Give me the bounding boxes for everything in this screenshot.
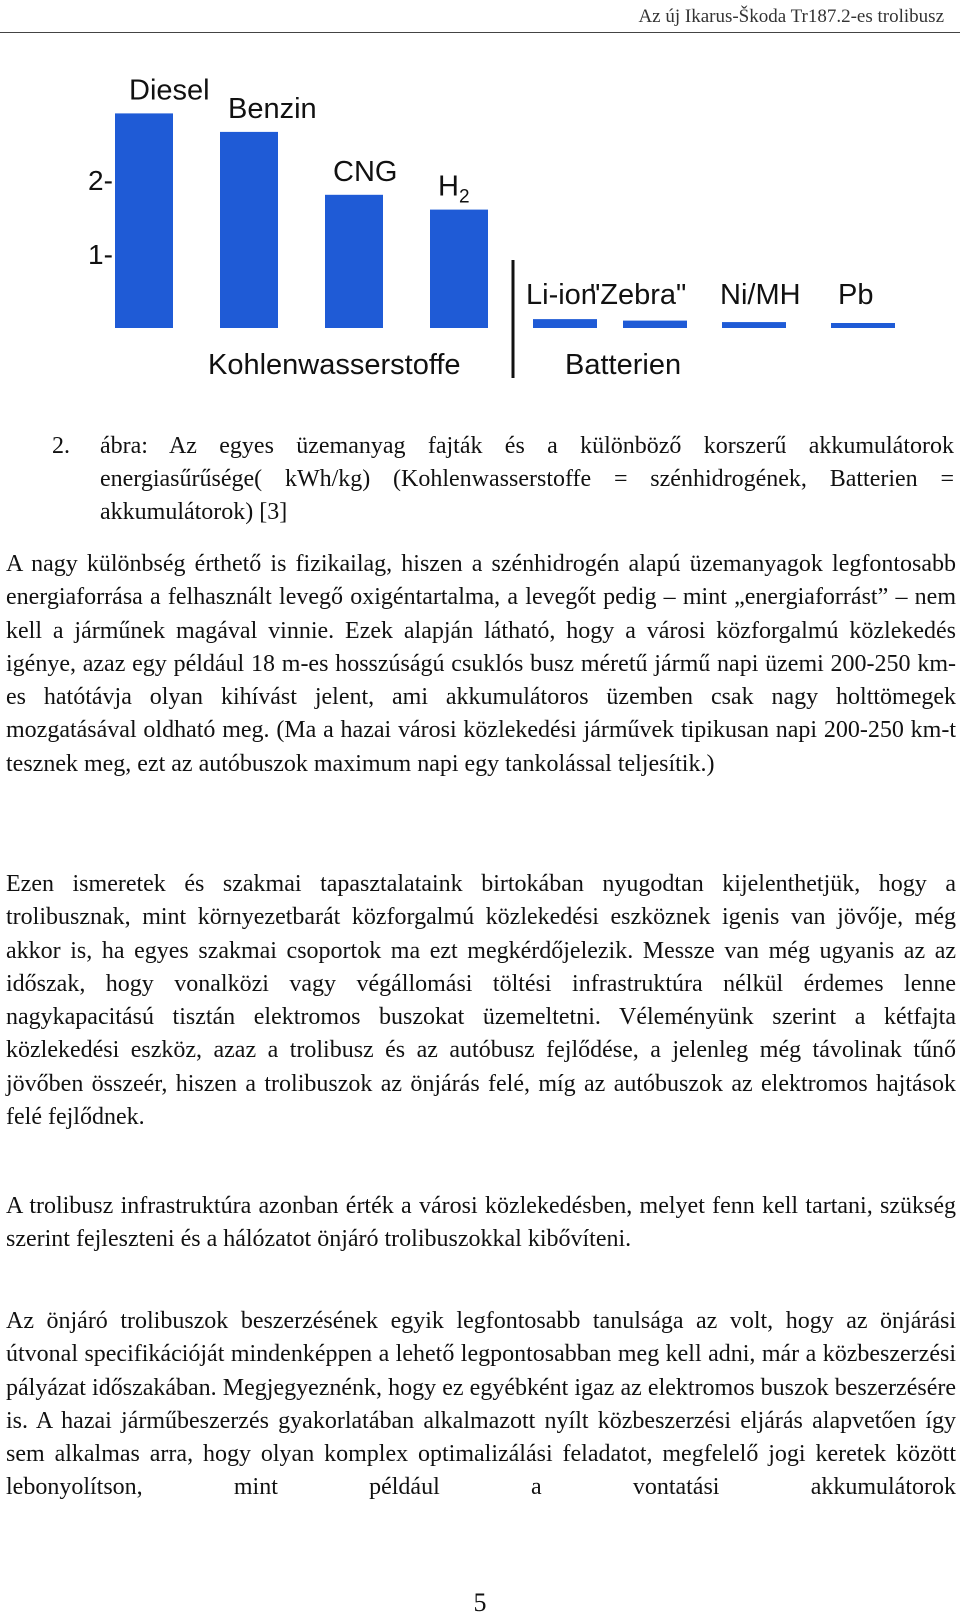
paragraph-4: Az önjáró trolibuszok beszerzésének egyik legfontosabb tanulsága az volt, hogy az önjárási útvonal specifikációját mindenképpen a lehető legpontosabban meg kell adni, már a közbeszerzési pályázat időszakában. Megjegyeznénk, hogy ez egyébként igaz az elektromos buszok beszerzésére is. A hazai járműbeszerzés gyakorlatában alkalmazott nyílt közbeszerzési eljárás alapvetően így sem alkalmas arra, hogy olyan komplex optimalizálási feladatot, megfelelő jogi keretek között lebonyolítson, mint például a vontatási akkumulátorok xyxy=(6,1308,956,1501)
group-label-hydrocarbons: Kohlenwasserstoffe xyxy=(208,349,461,381)
battery-label-2: Ni/MH xyxy=(720,279,801,311)
paragraph-3: A trolibusz infrastruktúra azonban érték a városi közlekedésben, melyet fenn kell tartani, szükség szerint fejleszteni és a hálózatot önjáró trolibuszokkal kibővíteni. xyxy=(6,1193,956,1253)
bar-label-0: Diesel xyxy=(129,74,210,107)
bar-h2 xyxy=(430,210,488,328)
paragraph-1: A nagy különbség érthető is fizikailag, hiszen a szénhidrogén alapú üzemanyagok legfontosabb energiaforrása a felhasznált levegő oxigéntartalma, a levegőt pedig – mint „energiaforrást” – nem kell a járműnek magával vinnie. Ezek alapján látható, hogy a városi közforgalmú közlekedés igénye, azaz egy például 18 m-es hosszúságú csuklós busz méretű jármű napi üzemi 200-250 km-es hatótávja olyan kihívást jelent, ami akkumulátoros üzemben csak nagy holttömegek mozgatásával oldható meg. (Ma a hazai városi közlekedési járművek tipikusan napi 200-250 km-t tesznek meg, ezt az autóbuszok maximum napi egy tankolással teljesítik.) xyxy=(6,551,956,777)
bar-benzin xyxy=(220,132,278,328)
figure-caption-text: ábra: Az egyes üzemanyag fajták és a különböző korszerű akkumulátorok energiasűrűsége( kWh/kg) (Kohlenwasserstoffe = szénhidrogének, Batterien = akkumulátorok) [3] xyxy=(100,433,954,525)
paragraph-2: Ezen ismeretek és szakmai tapasztalataink birtokában nyugodtan kijelenthetjük, hogy a trolibusznak, mint környezetbarát közforgalmú közlekedési eszköznek igenis van jövője, még akkor is, ha egyes szakmai csoportok ma ezt megkérdőjelezik. Messze van még ugyanis az az időszak, hogy vonalközi vagy végállomási töltési infrastruktúra nélkül érdemes lenne nagykapacitású tisztán elektromos buszokat üzemeltetni. Véleményünk szerint a kétfajta közlekedési eszköz, azaz a trolibusz és az autóbusz fejlődése, a jelenleg még távolinak tűnő jövőben összeér, hiszen a trolibuszok az önjárás felé, míg az autóbuszok az elektromos hajtások felé fejlődnek. xyxy=(6,871,956,1131)
page-header xyxy=(0,0,960,33)
group-label-batteries: Batterien xyxy=(565,349,682,381)
y-tick-label-1: 1- xyxy=(88,239,113,270)
header-title: Az új Ikarus-Škoda Tr187.2-es trolibusz xyxy=(638,6,944,27)
bar-label-1: Benzin xyxy=(228,92,317,125)
bar-battery-0 xyxy=(533,319,597,328)
bar-label-2: CNG xyxy=(333,155,398,188)
bar-label-3: $H_2$ xyxy=(438,170,470,208)
figure-caption xyxy=(52,430,954,529)
page-number: 5 xyxy=(473,1588,487,1617)
y-tick-label-0: 2- xyxy=(88,165,113,196)
battery-label-3: Pb xyxy=(838,279,874,311)
bar-battery-3 xyxy=(831,323,895,328)
bar-battery-2 xyxy=(722,322,786,328)
battery-label-0: Li-ion xyxy=(526,279,597,311)
energy-density-chart xyxy=(0,70,960,390)
bar-diesel xyxy=(115,113,173,328)
bar-cng xyxy=(325,195,383,328)
figure-number: 2. xyxy=(52,433,70,459)
battery-label-1: "Zebra" xyxy=(590,279,687,311)
bar-battery-1 xyxy=(623,321,687,328)
